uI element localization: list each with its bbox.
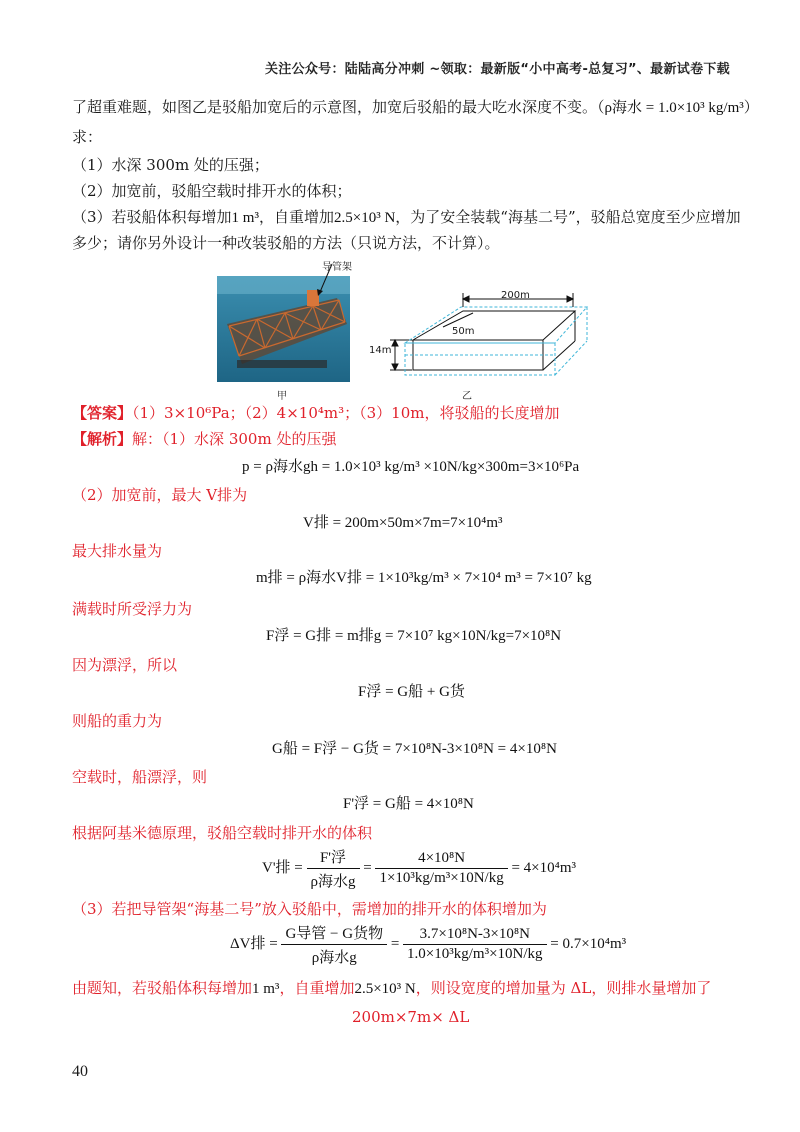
analysis-step-5: 因为漂浮，所以 (72, 656, 178, 674)
formula-empty-float: F'浮 = G船 = 4×10⁸N (343, 796, 474, 812)
question-line-1: 了超重难题，如图乙是驳船加宽后的示意图，加宽后驳船的最大吃水深度不变。（ρ海水 = 1.0×10³ kg/m³） (72, 98, 759, 116)
dim-length-label: 200m (501, 290, 530, 301)
water-density-formula: ρ海水 = 1.0×10³ kg/m³ (604, 100, 744, 116)
dim-height-label: 14m (369, 345, 392, 356)
page-number: 40 (72, 1063, 88, 1080)
dim-width-label: 50m (452, 326, 475, 337)
question-part-3: （3）若驳船体积每增加1 m³，自重增加2.5×10³ N，为了安全装载“海基二号”，驳船总宽度至少应增加 (72, 208, 741, 226)
formula-mass: m排 = ρ海水V排 = 1×10³kg/m³ × 7×10⁴ m³ = 7×10⁷ kg (256, 570, 592, 586)
question-part-2: （2）加宽前，驳船空载时排开水的体积； (72, 182, 352, 200)
analysis-step-9: （3）若把导管架“海基二号”放入驳船中，需增加的排开水的体积增加为 (72, 900, 547, 918)
question-ask: 求： (72, 128, 103, 146)
analysis-step-8: 根据阿基米德原理，驳船空载时排开水的体积 (72, 824, 373, 842)
figure-label-yi: 乙 (462, 391, 472, 402)
analysis-step-10: 由题知，若驳船体积每增加1 m³，自重增加2.5×10³ N，则设宽度的增加量为 ΔL，则排水量增加了 (72, 979, 712, 997)
analysis-step-11: 200m×7m× ΔL (352, 1008, 470, 1026)
formula-pressure: p = ρ海水gh = 1.0×10³ kg/m³ ×10N/kg×300m=3×10⁶Pa (242, 459, 580, 475)
formula-empty-volume: V'排 = $\frac{\text{F'浮}}{\text{ρ海水g}}$ = $\frac{\text{4×10⁸N}}{\text{1×10³kg/m³×10N/kg}}$ = 4×10⁴m³ (262, 846, 576, 891)
guide-frame-arrow (300, 252, 360, 302)
analysis-step-2: （2）加宽前，最大 V排为 (72, 486, 248, 504)
answer-line: 【答案】（1）3×10⁶Pa；（2）4×10⁴m³；（3）10m，将驳船的长度增加 (72, 404, 560, 422)
analysis-tag: 【解析】 (72, 430, 133, 448)
barge-schematic (365, 285, 595, 390)
formula-volume: V排 = 200m×50m×7m=7×10⁴m³ (303, 515, 503, 531)
formula-float: F浮 = G船 + G货 (358, 684, 465, 700)
formula-ship-weight: G船 = F浮 − G货 = 7×10⁸N-3×10⁸N = 4×10⁸N (272, 741, 557, 757)
analysis-intro: 【解析】解：（1）水深 300m 处的压强 (72, 430, 337, 448)
analysis-step-3: 最大排水量为 (72, 542, 163, 560)
guide-frame-label: 导管架 (322, 262, 352, 273)
question-part-3-cont: 多少；请你另外设计一种改装驳船的方法（只说方法，不计算）。 (72, 234, 500, 252)
page-header: 关注公众号：陆陆高分冲刺 ~领取：最新版“小中高考-总复习”、最新试卷下载 (264, 62, 730, 77)
analysis-step-4: 满载时所受浮力为 (72, 600, 193, 618)
question-part-1: （1）水深 300m 处的压强； (72, 156, 269, 174)
analysis-step-6: 则船的重力为 (72, 712, 163, 730)
analysis-step-7: 空载时，船漂浮，则 (72, 768, 208, 786)
answer-tag: 【答案】 (72, 404, 133, 422)
formula-delta-volume: ΔV排 = $\frac{\text{G导管 − G货物}}{\text{ρ海水g}}$ = $\frac{\text{3.7×10⁸N-3×10⁸N}}{\text{1.0×10³kg/m³×10N/kg}}$ = 0.7×10⁴m³ (230, 922, 626, 967)
figure-label-jia: 甲 (277, 391, 287, 402)
formula-buoyancy: F浮 = G排 = m排g = 7×10⁷ kg×10N/kg=7×10⁸N (266, 628, 562, 644)
